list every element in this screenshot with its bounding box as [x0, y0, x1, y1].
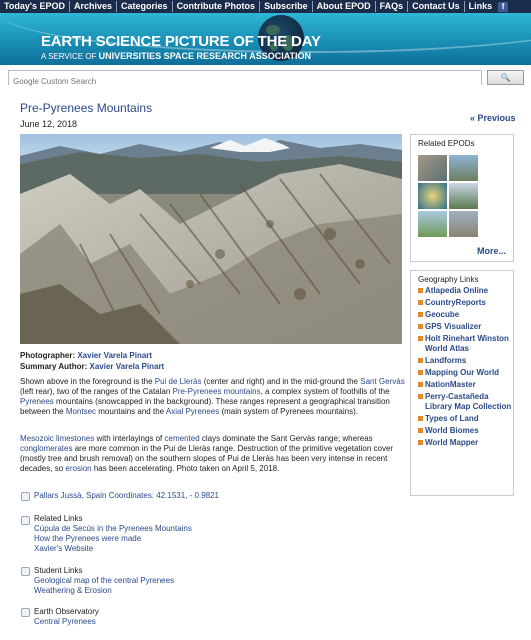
- related-thumbnail[interactable]: [449, 211, 478, 237]
- main-photo[interactable]: [20, 134, 402, 344]
- earth-observatory-block: [34, 607, 99, 627]
- top-nav: [0, 0, 531, 13]
- inline-link[interactable]: Pre-Pyrenees mountains: [172, 387, 261, 396]
- related-links-block: [34, 514, 192, 554]
- post-date: June 12, 2018: [20, 119, 78, 129]
- mountain-photo: [20, 134, 402, 344]
- bullet-icon: [418, 300, 423, 305]
- more-link[interactable]: More...: [477, 246, 507, 256]
- page-title: Pre-Pyrenees Mountains: [20, 101, 153, 115]
- earth-observatory-icon: [21, 608, 30, 617]
- geography-link[interactable]: [418, 298, 513, 308]
- geography-link-label: Mapping Our World: [425, 368, 500, 377]
- related-epods-box: [410, 134, 514, 262]
- paragraph-text: Shown above in the foreground is the: [20, 377, 155, 386]
- related-thumbnail[interactable]: [449, 183, 478, 209]
- nav-item[interactable]: Subscribe: [260, 1, 313, 12]
- paragraph-text: (center and right) and in the mid-ground the: [201, 377, 361, 386]
- related-links-icon: [21, 516, 30, 525]
- geography-link-label: World Mapper: [425, 438, 479, 447]
- geography-link-label: Geocube: [425, 310, 460, 319]
- related-thumbnail[interactable]: [449, 155, 478, 181]
- bullet-icon: [418, 336, 423, 341]
- location-block: [34, 491, 219, 501]
- inline-link[interactable]: erosion: [65, 464, 92, 473]
- earth-observatory-heading: Earth Observatory: [34, 607, 99, 616]
- inline-link[interactable]: Mesozoic limestones: [20, 434, 95, 443]
- site-title: EARTH SCIENCE PICTURE OF THE DAY: [41, 33, 321, 50]
- paragraph-text: with interlayings of: [94, 434, 165, 443]
- inline-link[interactable]: Axial Pyrenees: [165, 407, 220, 416]
- paragraph-text: (main system of Pyrenees mountains).: [219, 407, 358, 416]
- bullet-icon: [418, 382, 423, 387]
- geography-links-box: [410, 270, 514, 496]
- geography-link[interactable]: [418, 286, 513, 296]
- geography-link[interactable]: [418, 380, 513, 390]
- geography-link[interactable]: [418, 356, 513, 366]
- related-link[interactable]: Xavier's Website: [34, 544, 94, 553]
- author-label: Summary Author:: [20, 362, 88, 371]
- bullet-icon: [418, 428, 423, 433]
- nav-item[interactable]: Archives: [70, 1, 117, 12]
- subtitle-org: UNIVERSITIES SPACE RESEARCH ASSOCIATION: [98, 51, 312, 61]
- geography-link-label: Types of Land: [425, 414, 479, 423]
- geography-link-label: Perry-Castañeda Library Map Collection: [425, 392, 512, 411]
- search-icon: 🔍: [500, 73, 511, 82]
- student-links-icon: [21, 567, 30, 576]
- nav-item[interactable]: About EPOD: [313, 1, 376, 12]
- bullet-icon: [418, 394, 423, 399]
- paragraph-text: mountains and the: [96, 407, 166, 416]
- description-paragraph-2: [20, 434, 405, 474]
- bullet-icon: [418, 288, 423, 293]
- related-thumbnail[interactable]: [418, 155, 447, 181]
- earth-observatory-link[interactable]: Central Pyrenees: [34, 617, 96, 626]
- description-paragraph-1: [20, 377, 405, 417]
- geography-link[interactable]: [418, 334, 513, 354]
- student-links-heading: Student Links: [34, 566, 83, 575]
- related-links-heading: Related Links: [34, 514, 83, 523]
- student-link[interactable]: Weathering & Erosion: [34, 586, 112, 595]
- paragraph-text: has been accelerating. Photo taken on April 5, 2018.: [91, 464, 280, 473]
- search-input[interactable]: [9, 75, 481, 88]
- inline-link[interactable]: conglomerates: [20, 444, 73, 453]
- photographer-label: Photographer:: [20, 351, 76, 360]
- geography-link-label: NationMaster: [425, 380, 476, 389]
- bullet-icon: [418, 358, 423, 363]
- paragraph-text: (left rear), two of the ranges of the Catalan: [20, 387, 173, 396]
- related-link[interactable]: How the Pyrenees were made: [34, 534, 142, 543]
- geography-links-title: Geography Links: [418, 275, 479, 284]
- geography-link-label: Atlapedia Online: [425, 286, 489, 295]
- author-credit: [20, 362, 164, 371]
- student-links-block: [34, 566, 174, 596]
- paragraph-text: are more common in the Pui de Lleràs range. Destruction of the primitive vegetation cover (mostly tree and brush removal) on the southern slopes of Pui de Lleràs has been very intense in recent decades, so: [20, 444, 394, 473]
- nav-item[interactable]: Categories: [117, 1, 173, 12]
- related-epods-title: Related EPODs: [418, 139, 475, 148]
- subtitle-prefix: A SERVICE OF: [41, 52, 97, 61]
- search-box: [8, 70, 482, 85]
- geography-link-label: Holt Rinehart Winston World Atlas: [425, 334, 509, 353]
- nav-item[interactable]: Links: [468, 1, 493, 11]
- geography-link[interactable]: [418, 438, 513, 448]
- location-link[interactable]: Pallars Jussà, Spain Coordinates: 42.1531, - 0.9821: [34, 491, 220, 500]
- bullet-icon: [418, 312, 423, 317]
- map-pin-icon: [21, 492, 30, 501]
- nav-item[interactable]: FAQs: [376, 1, 409, 12]
- paragraph-text: , a complex system of foothills of the: [260, 387, 390, 396]
- inline-link[interactable]: Montsec: [65, 407, 97, 416]
- inline-link[interactable]: cemented: [164, 434, 200, 443]
- related-thumbnail[interactable]: [418, 211, 447, 237]
- inline-link[interactable]: Pyrenees: [20, 397, 54, 406]
- bullet-icon: [418, 440, 423, 445]
- geography-link-label: CountryReports: [425, 298, 486, 307]
- site-banner[interactable]: [0, 13, 531, 65]
- geography-links-list: [411, 284, 513, 448]
- student-link[interactable]: Geological map of the central Pyrenees: [34, 576, 175, 585]
- geography-link[interactable]: [418, 368, 513, 378]
- nav-item[interactable]: Contact Us: [408, 1, 465, 12]
- photographer-link[interactable]: Xavier Varela Pinart: [77, 351, 153, 360]
- geography-link[interactable]: [418, 414, 513, 424]
- previous-link[interactable]: « Previous: [470, 113, 516, 123]
- paragraph-text: clays dominate the Sant Gervàs range; whereas: [199, 434, 373, 443]
- nav-item[interactable]: Contribute Photos: [173, 1, 261, 12]
- geography-link-label: GPS Visualizer: [425, 322, 482, 331]
- author-link[interactable]: Xavier Varela Pinart: [89, 362, 165, 371]
- related-link[interactable]: Cúpula de Secús in the Pyrenees Mountains: [34, 524, 192, 533]
- site-subtitle: [41, 51, 311, 61]
- bullet-icon: [418, 324, 423, 329]
- photographer-credit: [20, 351, 152, 360]
- geography-link[interactable]: [418, 426, 513, 436]
- geography-link[interactable]: [418, 392, 513, 412]
- geography-link[interactable]: [418, 322, 513, 332]
- bullet-icon: [418, 370, 423, 375]
- geography-link[interactable]: [418, 310, 513, 320]
- paragraph-text: mountains (snowcapped in the background). These ranges represent a geographical transition between the: [20, 397, 390, 416]
- nav-item[interactable]: Today's EPOD: [0, 1, 70, 12]
- inline-link[interactable]: Pui de Lleràs: [154, 377, 202, 386]
- geography-link-label: World Biomes: [425, 426, 479, 435]
- bullet-icon: [418, 416, 423, 421]
- facebook-icon[interactable]: f: [498, 2, 508, 12]
- related-thumbnail[interactable]: [418, 183, 447, 209]
- search-button[interactable]: [487, 70, 524, 85]
- inline-link[interactable]: Sant Gervàs: [360, 377, 405, 386]
- geography-link-label: Landforms: [425, 356, 467, 365]
